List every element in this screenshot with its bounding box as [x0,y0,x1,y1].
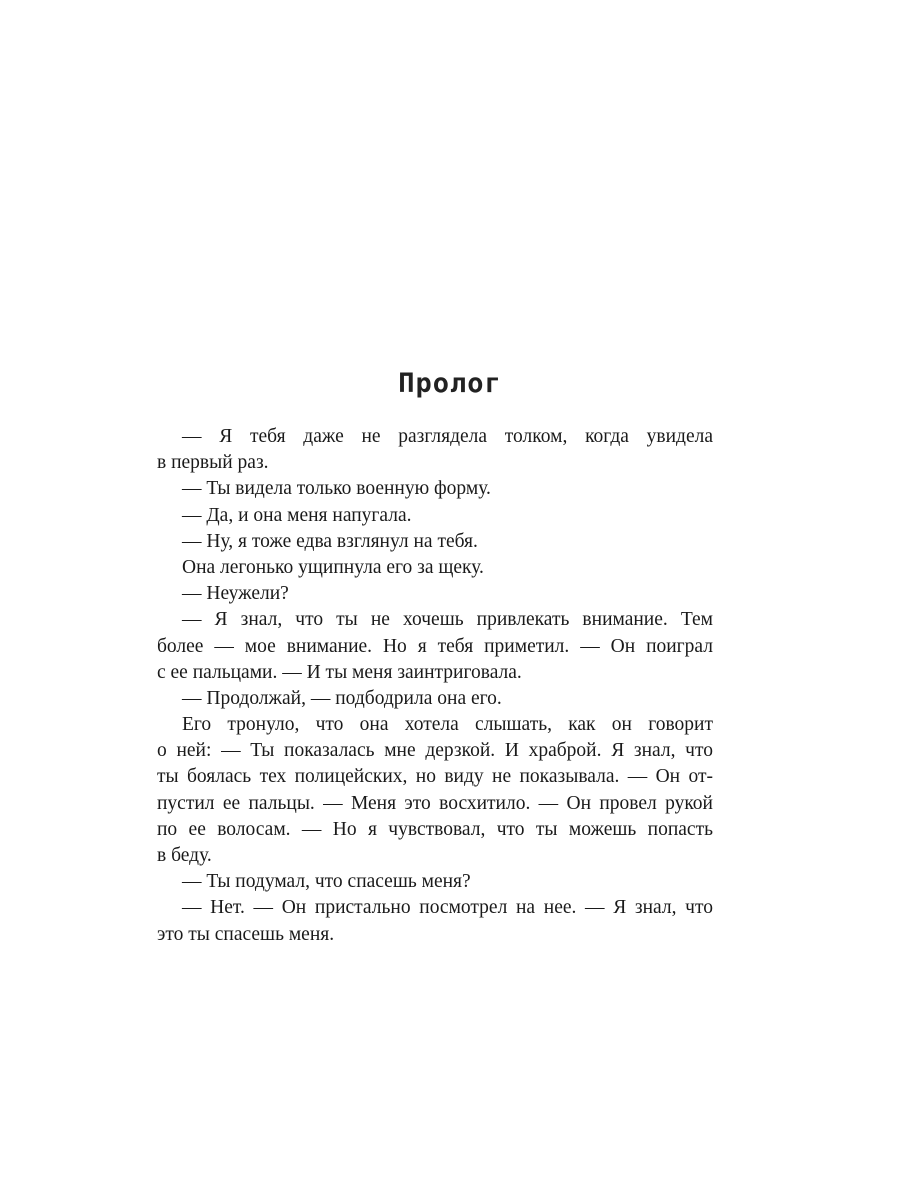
text-line: — Ты подумал, что спасешь меня? [182,871,471,893]
text-line: Его тронуло, что она хотела слышать, как он говорит [182,714,713,736]
text-line: — Я тебя даже не разглядела толком, когда увидела [182,426,713,447]
text-line: о ней: — Ты показалась мне дерзкой. И храброй. Я знал, что [157,740,713,762]
text-line: — Да, и она меня напугала. [182,504,412,526]
text-line: по ее волосам. — Но я чувствовал, что ты можешь попасть [157,818,713,840]
text-line: — Я знал, что ты не хочешь привлекать внимание. Тем [182,609,713,631]
text-line: это ты спасешь меня. [157,923,335,945]
text-line: более — мое внимание. Но я тебя приметил. — Он поиграл [157,635,713,657]
text-line: — Неужели? [182,583,289,605]
text-line: — Нет. — Он пристально посмотрел на нее. — Я знал, что [182,897,713,919]
text-line: — Ну, я тоже едва взглянул на тебя. [182,530,478,552]
text-line: — Ты видела только военную форму. [182,478,491,500]
text-line: — Продолжай, — подбодрила она его. [182,687,502,709]
text-line: в первый раз. [157,452,269,474]
text-line: Она легонько ущипнула его за щеку. [182,556,484,578]
text-line: с ее пальцами. — И ты меня заинтриговала. [157,661,522,683]
text-line: пустил ее пальцы. — Меня это восхитило. — Он провел рукой [157,792,713,814]
chapter-title: Пролог [398,368,502,399]
text-line: в беду. [157,845,212,866]
text-line: ты боялась тех полицейских, но виду не показывала. — Он от- [157,766,713,788]
prologue-text [157,424,713,948]
